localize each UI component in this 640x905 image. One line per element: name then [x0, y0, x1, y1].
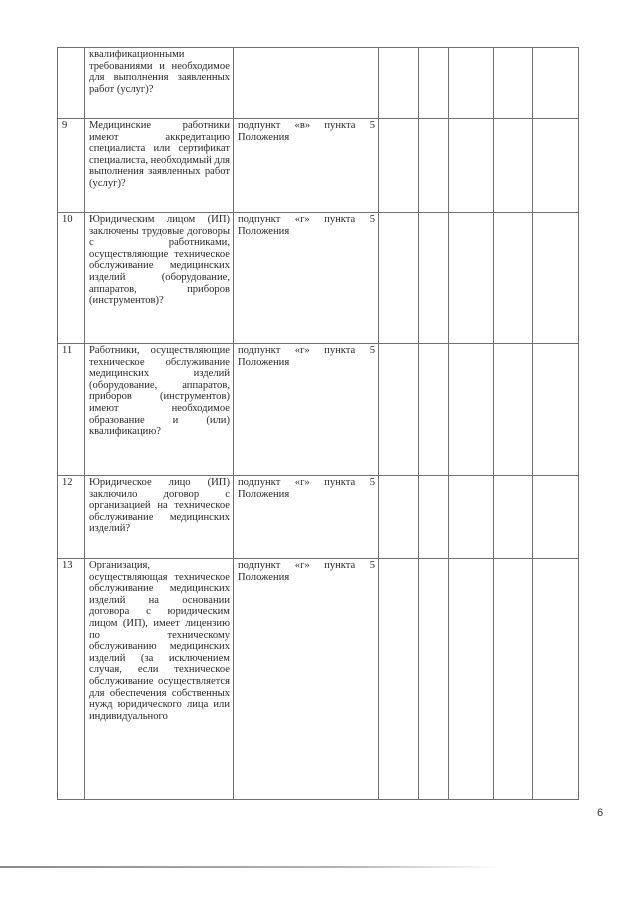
table-row: [58, 559, 579, 800]
notes-cell: [533, 48, 579, 119]
question-cell: Юридическое лицо (ИП) заключило договор с организацией на техническое обслуживание медицинских изделий?: [85, 476, 234, 559]
table-row: [58, 119, 579, 213]
notes-cell: [533, 559, 579, 800]
row-number: 9: [58, 119, 85, 213]
answer-extra-cell: [494, 476, 533, 559]
question-cell: Организация, осуществляющая техническое обслуживание медицинских изделий на основании договора с юридическим лицом (ИП), имеет лицензию по техническому обслуживанию медицинских изделий (за исключением случая, если техническое обслуживание осуществляется для обеспечения собственных нужд юридического лица или индивидуального: [85, 559, 234, 800]
answer-yes-cell: [379, 559, 419, 800]
answer-not-applicable-cell: [449, 559, 494, 800]
answer-not-applicable-cell: [449, 119, 494, 213]
notes-cell: [533, 344, 579, 476]
page-number: 6: [597, 807, 604, 819]
answer-extra-cell: [494, 559, 533, 800]
answer-no-cell: [419, 213, 449, 344]
answer-no-cell: [419, 119, 449, 213]
answer-not-applicable-cell: [449, 213, 494, 344]
answer-extra-cell: [494, 48, 533, 119]
notes-cell: [533, 119, 579, 213]
answer-extra-cell: [494, 119, 533, 213]
answer-yes-cell: [379, 476, 419, 559]
legal-basis-cell: подпункт «г» пункта 5 Положения: [234, 476, 379, 559]
legal-basis-cell: подпункт «г» пункта 5 Положения: [234, 344, 379, 476]
answer-extra-cell: [494, 344, 533, 476]
answer-no-cell: [419, 48, 449, 119]
answer-extra-cell: [494, 213, 533, 344]
row-number: 11: [58, 344, 85, 476]
answer-not-applicable-cell: [449, 476, 494, 559]
row-number: 13: [58, 559, 85, 800]
answer-no-cell: [419, 344, 449, 476]
answer-yes-cell: [379, 344, 419, 476]
checklist-table: [57, 47, 579, 800]
row-number: 10: [58, 213, 85, 344]
table-row: [58, 476, 579, 559]
answer-not-applicable-cell: [449, 48, 494, 119]
question-cell: Медицинские работники имеют аккредитацию специалиста или сертификат специалиста, необходимый для выполнения заявленных работ (услуг)?: [85, 119, 234, 213]
question-cell: Юридическим лицом (ИП) заключены трудовые договоры с работниками, осуществляющие техническое обслуживание медицинских изделий (оборудование, аппаратов, приборов (инструментов)?: [85, 213, 234, 344]
answer-yes-cell: [379, 213, 419, 344]
table-row: [58, 213, 579, 344]
answer-yes-cell: [379, 119, 419, 213]
answer-yes-cell: [379, 48, 419, 119]
question-cell: квалификационными требованиями и необходимое для выполнения заявленных работ (услуг)?: [85, 48, 234, 119]
row-number: [58, 48, 85, 119]
row-number: 12: [58, 476, 85, 559]
answer-no-cell: [419, 559, 449, 800]
legal-basis-cell: [234, 48, 379, 119]
legal-basis-cell: подпункт «г» пункта 5 Положения: [234, 213, 379, 344]
notes-cell: [533, 476, 579, 559]
answer-not-applicable-cell: [449, 344, 494, 476]
legal-basis-cell: подпункт «в» пункта 5 Положения: [234, 119, 379, 213]
legal-basis-cell: подпункт «г» пункта 5 Положения: [234, 559, 379, 800]
question-cell: Работники, осуществляющие техническое обслуживание медицинских изделий (оборудование, аппаратов, приборов (инструментов) имеют необходимое образование и (или) квалификацию?: [85, 344, 234, 476]
table-row: [58, 344, 579, 476]
notes-cell: [533, 213, 579, 344]
table-row: [58, 48, 579, 119]
footer-divider: [0, 866, 500, 868]
answer-no-cell: [419, 476, 449, 559]
